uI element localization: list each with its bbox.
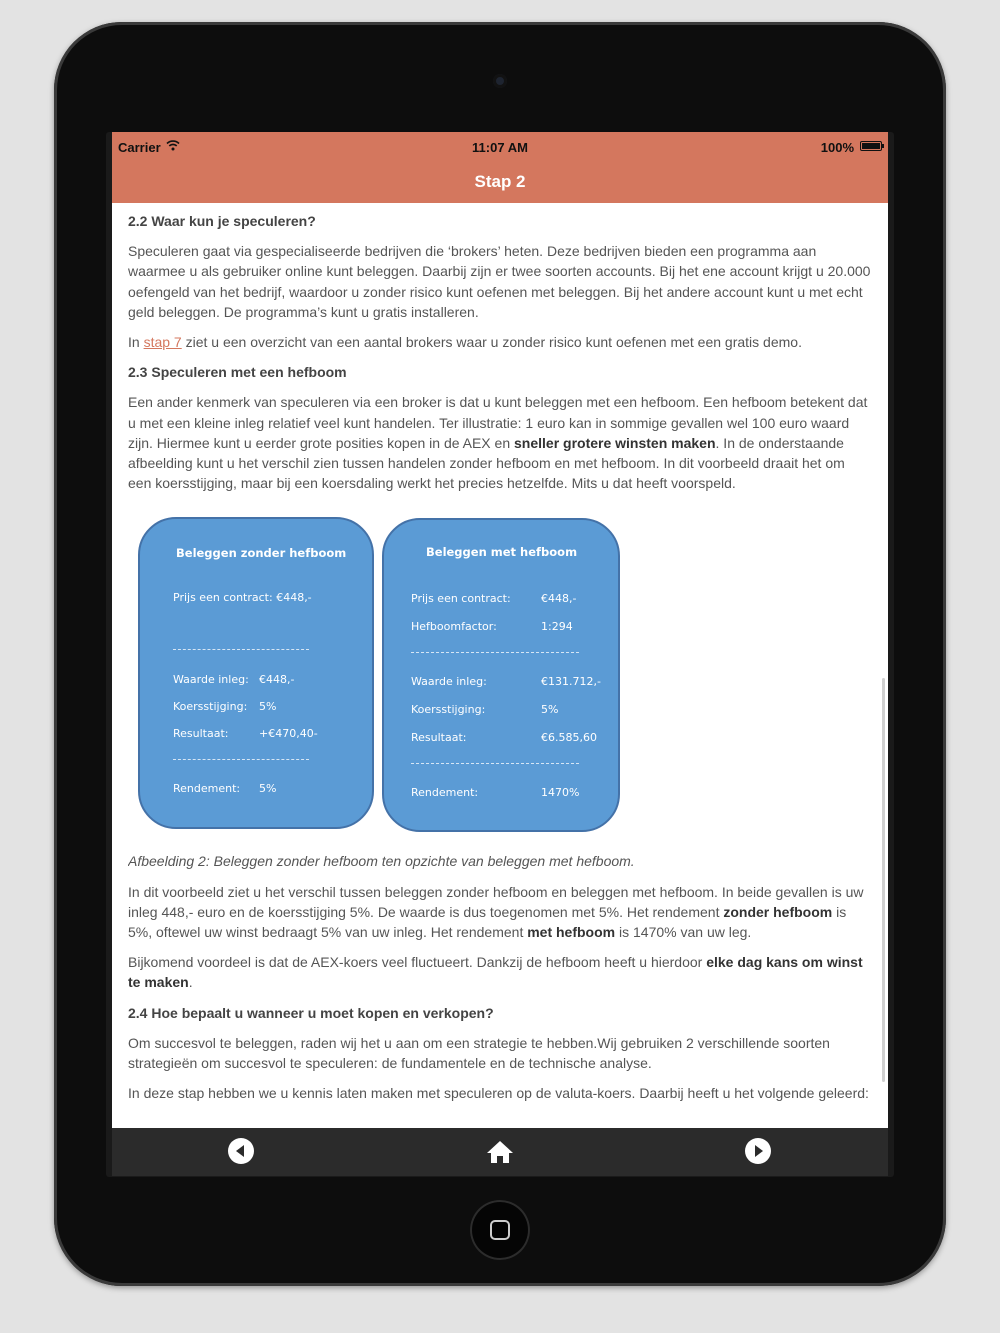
chevron-right-icon (755, 1145, 763, 1157)
paragraph: In stap 7 ziet u een overzicht van een aantal brokers waar u zonder risico kunt oefenen met een gratis demo. (128, 334, 802, 351)
paragraph: Bijkomend voordeel is dat de AEX-koers veel fluctueert. Dankzij de hefboom heeft u hierdoor elke dag kans om winst te maken. (128, 954, 863, 991)
paragraph: In deze stap hebben we u kennis laten maken met speculeren op de valuta-koers. Daarbij heeft u het volgende geleerd: (128, 1085, 869, 1102)
rend-value: 1470% (541, 786, 580, 800)
page-title: Stap 2 (474, 172, 526, 191)
section-heading: 2.3 Speculeren met een hefboom (128, 364, 347, 381)
paragraph: Een ander kenmerk van speculeren via een broker is dat u kunt beleggen met een hefboom. Een hefboom betekent dat u met een kleine inleg relatief veel kunt handelen. Ter illustratie: 1 euro kan in sommige gevallen wel 100 euro waard zijn. Hiermee kunt u eerder grote posities kopen in de AEX en sneller grotere winsten maken. In de onderstaande afbeelding kunt u het verschil zien tussen handelen zonder hefboom en met hefboom. In dit voorbeeld draait het om een koersstijging, maar bij een koersdaling werkt het precies hetzelfde. Mits u dat heeft voorspeld. (128, 394, 868, 492)
nav-bar (112, 160, 888, 203)
chevron-left-icon (236, 1145, 244, 1157)
article-content[interactable] (128, 203, 872, 1128)
status-bar (112, 132, 888, 160)
previous-button[interactable] (228, 1138, 254, 1164)
section-heading: 2.4 Hoe bepaalt u wanneer u moet kopen en verkopen? (128, 1004, 494, 1021)
app-screen (112, 132, 888, 1176)
result-label: Resultaat: (173, 727, 229, 741)
price-label: Prijs een contract: €448,- (173, 591, 312, 605)
inleg-value: €448,- (259, 673, 295, 687)
factor-label: Hefboomfactor: (411, 620, 497, 634)
factor-value: 1:294 (541, 620, 573, 634)
scrollbar[interactable] (882, 678, 885, 1082)
card-met-hefboom (382, 518, 620, 832)
battery-percent: 100% (820, 140, 854, 155)
inleg-label: Waarde inleg: (173, 673, 249, 687)
card-title: Beleggen zonder hefboom (176, 546, 347, 561)
divider (411, 652, 579, 653)
result-value: +€470,40- (259, 727, 318, 741)
divider (173, 649, 309, 650)
koers-value: 5% (259, 700, 277, 714)
rend-value: 5% (259, 782, 277, 796)
paragraph: Om succesvol te beleggen, raden wij het u aan om een strategie te hebben.Wij gebruiken 2 verschillende soorten strategieën om succesvol te speculeren: de fundamentele en de technische analyse. (128, 1034, 830, 1072)
paragraph: In dit voorbeeld ziet u het verschil tussen beleggen zonder hefboom en beleggen met hefboom. In beide gevallen is uw inleg 448,- euro en de koersstijging 5%. De waarde is dus toegenomen met 5%. Het rendement zonder hefboom is 5%, oftewel uw winst bedraagt 5% van uw inleg. Het rendement met hefboom is 1470% van uw leg. (128, 883, 864, 941)
section-heading: 2.2 Waar kun je speculeren? (128, 213, 316, 229)
price-value: €448,- (541, 592, 577, 606)
inleg-value: €131.712,- (541, 675, 601, 689)
battery-icon (860, 141, 882, 151)
carrier-label: Carrier (118, 140, 161, 155)
koers-label: Koersstijging: (411, 703, 486, 717)
rend-label: Rendement: (173, 782, 241, 796)
inleg-label: Waarde inleg: (411, 675, 487, 689)
divider (173, 759, 309, 760)
paragraph: Speculeren gaat via gespecialiseerde bedrijven die ‘brokers’ heten. Deze bedrijven bieden een programma aan waarmee u als gebruiker online kunt beleggen. Daarbij zijn er twee soorten accounts. Bij het ene account krijgt u 20.000 oefengeld van het bedrijf, waardoor u zonder risico kunt oefenen met beleggen. Bij het andere account kunt u met echt geld beleggen. De programma’s kunt u gratis installeren. (128, 243, 871, 320)
stap-7-link[interactable]: stap 7 (143, 334, 182, 351)
device-home-button[interactable] (470, 1200, 530, 1260)
result-value: €6.585,60 (541, 731, 597, 745)
status-time: 11:07 AM (472, 140, 528, 155)
koers-label: Koersstijging: (173, 700, 248, 714)
bottom-toolbar (112, 1128, 888, 1176)
next-button[interactable] (745, 1138, 771, 1164)
result-label: Resultaat: (411, 731, 467, 745)
home-icon[interactable] (486, 1140, 514, 1164)
card-zonder-hefboom (138, 517, 374, 829)
price-label: Prijs een contract: (411, 592, 511, 606)
rend-label: Rendement: (411, 786, 479, 800)
comparison-figure (128, 503, 872, 851)
divider (411, 763, 579, 764)
camera-icon (493, 74, 507, 88)
koers-value: 5% (541, 703, 559, 717)
figure-caption: Afbeelding 2: Beleggen zonder hefboom ten opzichte van beleggen met hefboom. (128, 853, 635, 870)
card-title: Beleggen met hefboom (426, 545, 578, 560)
